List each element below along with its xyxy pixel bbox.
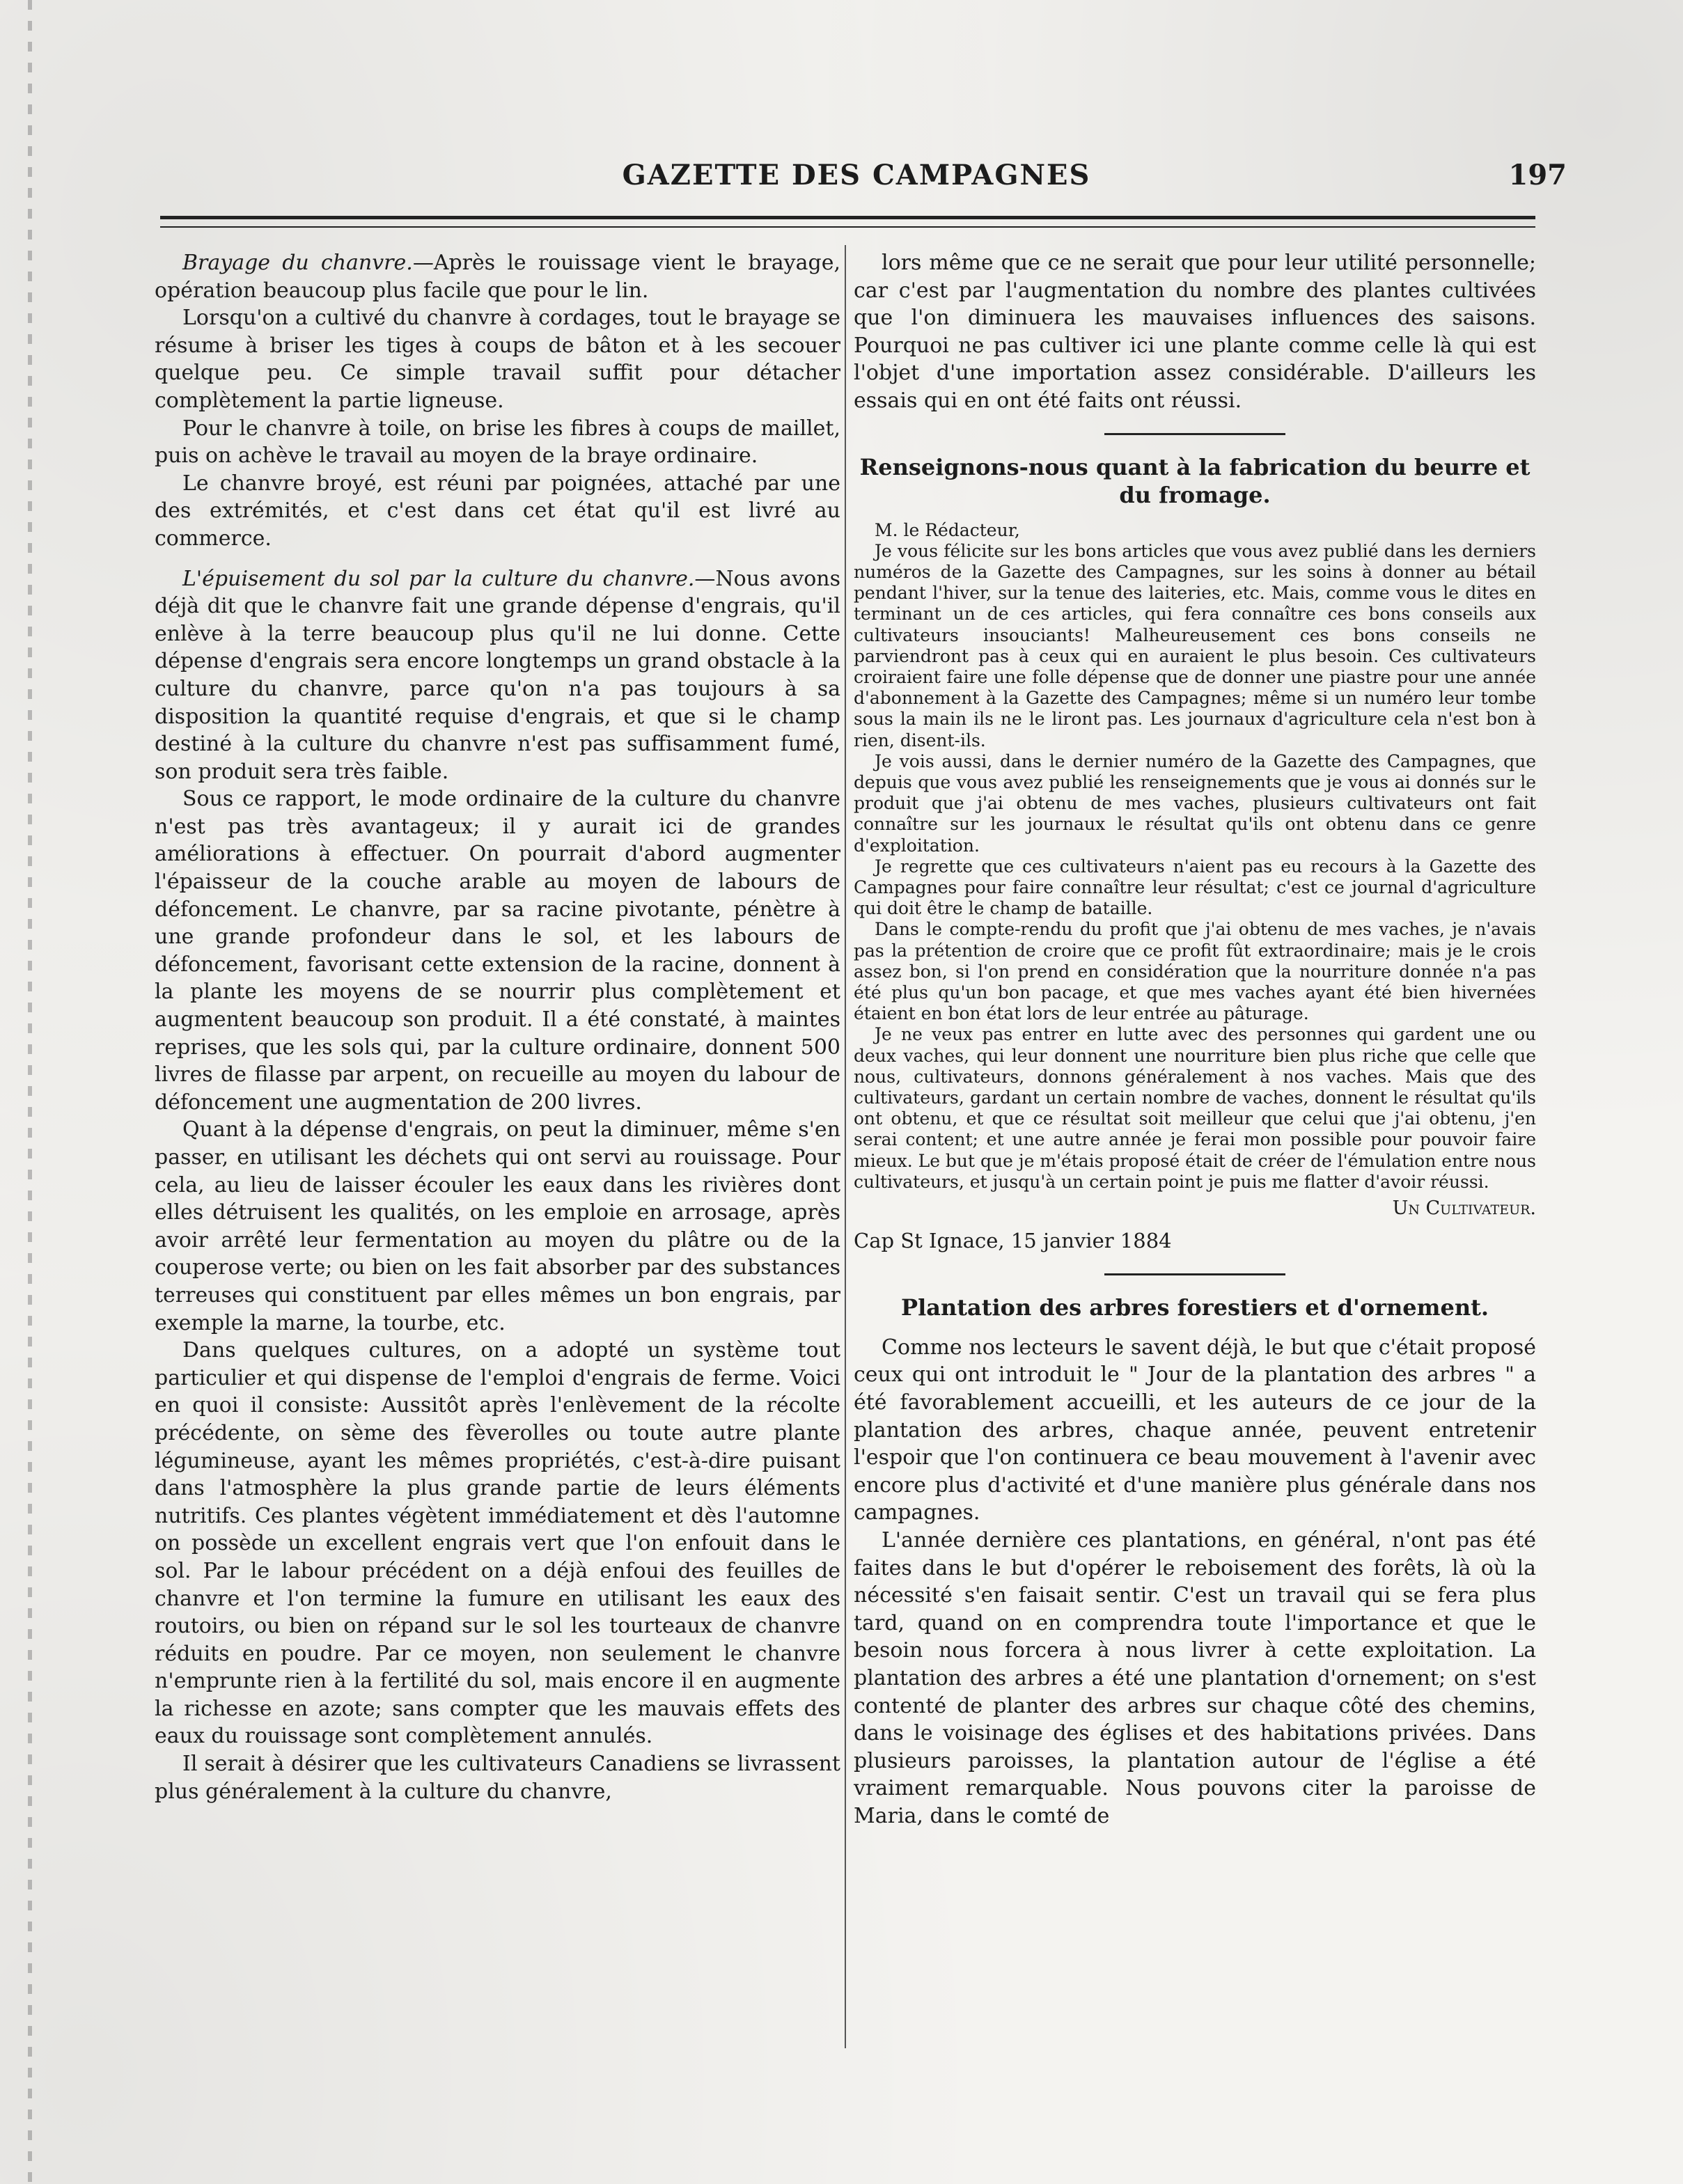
paragraph: L'année dernière ces plantations, en général, n'ont pas été faites dans le but d'opérer le reboisement des forêts, là où la nécessité s'en faisait sentir. C'est un travail qui se fera plus tard, quand on en comprendra toute l'importance et que le besoin nous forcera à nous livrer à cette exploitation. La plantation des arbres a été une plantation d'ornement; on s'est contenté de planter des arbres sur chaque côté des chemins, dans le voisinage des églises et des habitations privées. Dans plusieurs paroisses, la plantation autour de l'église a été vraiment remarquable. Nous pouvons citer la paroisse de Maria, dans le comté de: [854, 1528, 1536, 1828]
page-header: [160, 159, 1567, 201]
right-column: [854, 249, 1536, 1830]
article-heading: Plantation des arbres forestiers et d'ornement.: [901, 1294, 1489, 1321]
paragraph: Lorsqu'on a cultivé du chanvre à cordages, tout le brayage se résume à briser les tiges à coups de bâton et à les secouer quelque peu. Ce simple travail suffit pour détacher complètement la partie ligneuse.: [155, 306, 840, 413]
page-number: 197: [1508, 159, 1567, 191]
section-title: Brayage du chanvre.: [182, 251, 413, 275]
letter-paragraph: Je ne veux pas entrer en lutte avec des personnes qui gardent une ou deux vaches, qui leur donnent une nourriture bien plus riche que celle que nous, cultivateurs, donnons généralement à nos vaches. Mais que des cultivateurs, gardant un certain nombre de vaches, donnent le résultat qu'ils ont obtenu, et que ce résultat soit meilleur que celui que j'ai obtenu, j'en serai content; et une autre année je ferai mon possible pour pouvoir faire mieux. Le but que je m'étais proposé était de créer de l'émulation entre nous cultivateurs, et jusqu'à un certain point je puis me flatter d'avoir réussi.: [854, 1024, 1536, 1192]
letter: [854, 520, 1536, 1220]
letter-paragraph: Je vous félicite sur les bons articles que vous avez publié dans les derniers numéros de la Gazette des Campagnes, sur les soins à donner au bétail pendant l'hiver, sur la tenue des laiteries, etc. Mais, comme vous le dites en terminant un de ces articles, qui fera connaître ces bons conseils aux cultivateurs insouciants! Malheureusement ces bons conseils ne parviendront pas à ceux qui en auraient le plus besoin. Ces cultivateurs croiraient faire une folle dépense que de donner une piastre pour une année d'abonnement à la Gazette des Campagnes; même si un numéro leur tombe sous la main ils ne le liront pas. Les journaux d'agriculture cela n'est bon à rien, disent-ils.: [854, 540, 1536, 751]
letter-paragraph: Dans le compte-rendu du profit que j'ai obtenu de mes vaches, je n'avais pas la prétention de croire que ce profit fût extraordinaire; mais je le crois assez bon, si l'on prend en considération que la nourriture donnée n'a pas été plus qu'un bon pacage, et que mes vaches ayant été bien hivernées étaient en bon état lors de leur entrée au pâturage.: [854, 919, 1536, 1024]
paragraph: Sous ce rapport, le mode ordinaire de la culture du chanvre n'est pas très avantageux; il y aurait ici de grandes améliorations à effectuer. On pourrait d'abord augmenter l'épaisseur de la couche arable au moyen de labours de défoncement. Le chanvre, par sa racine pivotante, pénètre à une grande profondeur dans le sol, et les labours de défoncement, favorisant cette extension de la racine, donnent à la plante les moyens de se nourrir plus complètement et augmentent beaucoup son produit. Il a été constaté, à maintes reprises, que les sols qui, par la culture ordinaire, donnent 500 livres de filasse par arpent, on recueille au moyen du labour de défoncement une augmentation de 200 livres.: [155, 787, 840, 1115]
left-column: [155, 249, 840, 1805]
salutation: M. le Rédacteur,: [875, 519, 1020, 540]
paragraph-text: —Nous avons déjà dit que le chanvre fait une grande dépense d'engrais, qu'il enlève à la terre beaucoup plus qu'il ne lui donne. Cette dépense d'engrais sera encore longtemps un grand obstacle à la culture du chanvre, parce qu'on n'a pas toujours à sa disposition la quantité requise d'engrais, et que si le champ destiné à la culture du chanvre n'est pas suffisamment fumé, son produit sera très faible.: [155, 566, 840, 784]
dateline: Cap St Ignace, 15 janvier 1884: [854, 1229, 1172, 1253]
section-separator: [1104, 433, 1285, 438]
header-rule: [160, 216, 1535, 228]
paragraph: [155, 565, 840, 786]
paragraph: Il serait à désirer que les cultivateurs Canadiens se livrassent plus généralement à la culture du chanvre,: [155, 1752, 840, 1804]
paragraph: Pour le chanvre à toile, on brise les fibres à coups de maillet, puis on achève le travail au moyen de la braye ordinaire.: [155, 416, 840, 469]
paragraph-text: —Après le rouissage vient le brayage, opération beaucoup plus facile que pour le lin.: [155, 251, 841, 303]
section-title: L'épuisement du sol par la culture du chanvre.: [182, 566, 695, 591]
paragraph: Comme nos lecteurs le savent déjà, le but que c'était proposé ceux qui ont introduit le " Jour de la plantation des arbres " a été favorablement accueilli, et les auteurs de ce jour de la plantation des arbres, chaque année, peuvent entretenir l'espoir que l'on continuera ce beau mouvement à l'avenir avec encore plus d'activité et d'une manière plus générale dans nos campagnes.: [854, 1335, 1536, 1525]
column-divider: [845, 245, 846, 2048]
paragraph: Dans quelques cultures, on a adopté un système tout particulier et qui dispense de l'emploi d'engrais de ferme. Voici en quoi il consiste: Aussitôt après l'enlèvement de la récolte précédente, on sème des fèverolles ou toute autre plante légumineuse, ayant les mêmes propriétés, c'est-à-dire puisant dans l'atmosphère la plus grande partie de leurs éléments nutritifs. Ces plantes végètent immédiatement et dès l'automne on possède un excellent engrais vert que l'on enfouit dans le sol. Par le labour précédent on a déjà enfoui des feuilles de chanvre et l'on termine la fumure en utilisant les eaux des routoirs, ou bien on répand sur le sol les tourteaux de chanvre réduits en poudre. Par ce moyen, non seulement le chanvre n'emprunte rien à la fertilité du sol, mais encore il en augmente la richesse en azote; sans compter que les mauvais effets des eaux du rouissage sont complètement annulés.: [155, 1338, 840, 1749]
paragraph: [155, 249, 840, 304]
paragraph: lors même que ce ne serait que pour leur utilité personnelle; car c'est par l'augmentation du nombre des plantes cultivées que l'on diminuera les mauvaises influences des saisons. Pourquoi ne pas cultiver ici une plante comme celle là qui est l'objet d'une importation assez considérable. D'ailleurs les essais qui en ont été faits ont réussi.: [854, 251, 1536, 413]
section-separator: [1104, 1273, 1285, 1278]
letter-paragraph: Je vois aussi, dans le dernier numéro de la Gazette des Campagnes, que depuis que vous avez publié les renseignements que je vous ai donnés sur le produit que j'ai obtenu de mes vaches, plusieurs cultivateurs ont fait connaître sur les journaux le résultat qu'ils ont obtenu dans ce genre d'exploitation.: [854, 751, 1536, 856]
paragraph: Le chanvre broyé, est réuni par poignées, attaché par une des extrémités, et c'est dans cet état qu'il est livré au commerce.: [155, 471, 840, 551]
binding-edge: [28, 0, 32, 2184]
signature: Un Cultivateur.: [1392, 1197, 1536, 1220]
running-title: GAZETTE DES CAMPAGNES: [622, 159, 1091, 191]
paragraph: Quant à la dépense d'engrais, on peut la diminuer, même s'en passer, en utilisant les déchets qui ont servi au rouissage. Pour cela, au lieu de laisser écouler les eaux dans les rivières dont elles détruisent les qualités, on les emploie en arrosage, après avoir arrêté leur fermentation au moyen du plâtre ou de la couperose verte; ou bien on les fait absorber par des substances terreuses qui constituent par elles mêmes un bon engrais, par exemple la marne, la tourbe, etc.: [155, 1117, 840, 1335]
letter-paragraph: Je regrette que ces cultivateurs n'aient pas eu recours à la Gazette des Campagnes pour faire connaître leur résultat; c'est ce journal d'agriculture qui doit être le champ de bataille.: [854, 856, 1536, 919]
article-heading: Renseignons-nous quant à la fabrication du beurre et du fromage.: [859, 453, 1531, 508]
